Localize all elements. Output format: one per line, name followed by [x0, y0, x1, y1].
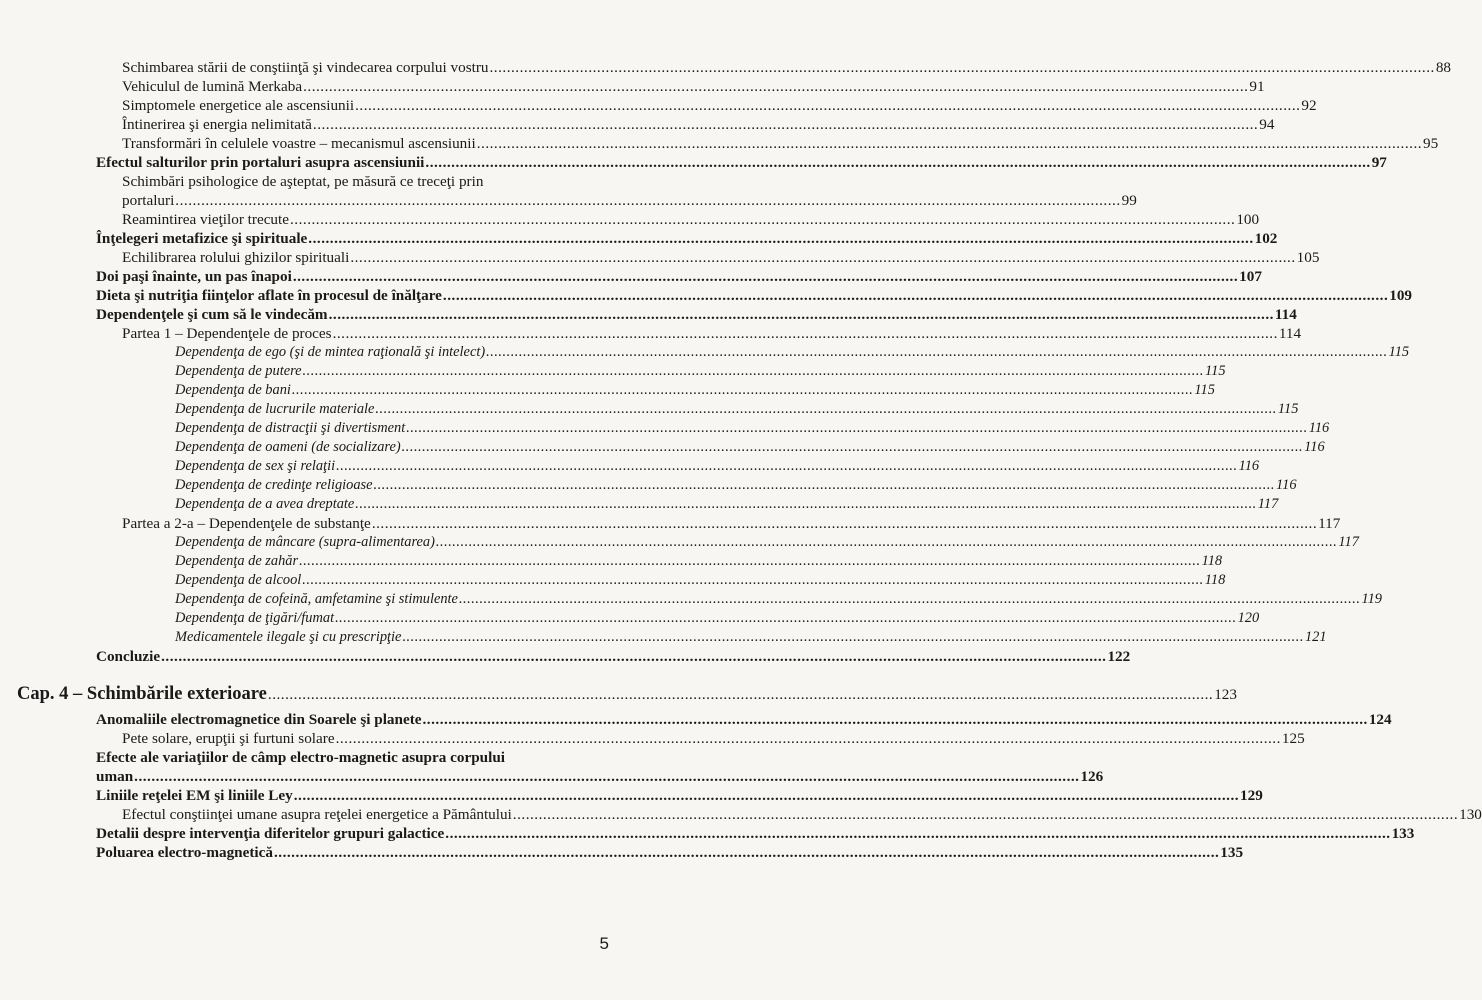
- toc-entry-leader: ............................................................................................................................................................................................................................: [328, 306, 1274, 323]
- toc-entry-page: 116: [1308, 420, 1330, 436]
- toc-entry[interactable]: [96, 710, 1392, 729]
- toc-entry-title: Dependenţele şi cum să le vindecăm: [96, 306, 328, 323]
- toc-entry-title: Dependenţa de putere: [175, 363, 302, 379]
- toc-entry-title: Pete solare, erupţii şi furtuni solare: [122, 730, 335, 747]
- toc-entry-second-line: [96, 767, 1104, 786]
- toc-entry-leader: ............................................................................................................................................................................................................................: [402, 629, 1304, 645]
- toc-entry-title: Partea 1 – Dependenţele de proces: [122, 325, 332, 342]
- toc-entry-page: 91: [1249, 78, 1265, 95]
- toc-entry[interactable]: [122, 248, 1320, 267]
- toc-entry[interactable]: [175, 495, 1279, 514]
- toc-entry-leader: ............................................................................................................................................................................................................................: [308, 230, 1254, 247]
- page-number: 5: [599, 934, 609, 953]
- toc-entry-leader: ............................................................................................................................................................................................................................: [335, 730, 1281, 747]
- toc-entry-title: Transformări în celulele voastre – mecanismul ascensiunii: [122, 135, 476, 152]
- toc-entry-leader: ............................................................................................................................................................................................................................: [302, 363, 1205, 379]
- toc-entry-leader: ............................................................................................................................................................................................................................: [335, 610, 1237, 626]
- toc-entry-leader: ............................................................................................................................................................................................................................: [161, 648, 1107, 665]
- toc-entry[interactable]: [175, 609, 1260, 628]
- toc-entry-page: 94: [1259, 116, 1275, 133]
- toc-entry[interactable]: [122, 729, 1305, 748]
- toc-entry-page: 115: [1205, 363, 1226, 379]
- toc-entry[interactable]: [175, 362, 1226, 381]
- toc-entry-leader: ............................................................................................................................................................................................................................: [486, 344, 1388, 360]
- toc-entry-leader: ............................................................................................................................................................................................................................: [290, 211, 1236, 228]
- toc-entry-leader: ............................................................................................................................................................................................................................: [445, 825, 1391, 842]
- toc-entry[interactable]: [122, 210, 1260, 229]
- toc-entry-title: Anomaliile electromagnetice din Soarele şi planete: [96, 711, 422, 728]
- toc-entry[interactable]: [175, 476, 1297, 495]
- toc-entry-title: Dependenţa de sex şi relaţii: [175, 458, 336, 474]
- toc-entry-leader: ............................................................................................................................................................................................................................: [406, 420, 1308, 436]
- toc-entry-page: 135: [1220, 844, 1244, 861]
- toc-entry-title: Dependenţa de lucrurile materiale: [175, 401, 375, 417]
- toc-entry-page: 125: [1281, 730, 1305, 747]
- toc-entry[interactable]: [96, 267, 1262, 286]
- toc-entry-page: 102: [1254, 230, 1278, 247]
- toc-entry-page: 117: [1318, 515, 1341, 532]
- toc-entry-page: 115: [1388, 344, 1410, 360]
- toc-entry-page: 118: [1201, 553, 1223, 569]
- toc-entry[interactable]: [122, 514, 1341, 533]
- toc-entry[interactable]: [96, 748, 1104, 786]
- toc-entry-page: 118: [1204, 572, 1226, 588]
- toc-entry-title: Efectul conştiinţei umane asupra reţelei energetice a Pământului: [122, 806, 512, 823]
- toc-entry[interactable]: [96, 843, 1244, 862]
- toc-entry-title: Concluzie: [96, 648, 161, 665]
- toc-entry-leader: ............................................................................................................................................................................................................................: [350, 249, 1296, 266]
- toc-entry-leader: ............................................................................................................................................................................................................................: [355, 496, 1257, 512]
- toc-entry-title: Poluarea electro-magnetică: [96, 844, 273, 861]
- toc-entry[interactable]: [122, 58, 1451, 77]
- toc-entry[interactable]: [96, 153, 1387, 172]
- toc-entry[interactable]: [96, 305, 1297, 324]
- toc-entry-page: 116: [1238, 458, 1260, 474]
- toc-entry-title: Dependenţa de cofeină, amfetamine şi stimulente: [175, 591, 458, 607]
- toc-entry-leader: ............................................................................................................................................................................................................................: [425, 154, 1371, 171]
- toc-entry-title: Întinerirea şi energia nelimitată: [122, 116, 312, 133]
- toc-entry-page: 129: [1240, 787, 1263, 804]
- toc-entry-page: 122: [1107, 648, 1131, 665]
- toc-entry[interactable]: [122, 805, 1482, 824]
- toc-entry-leader: ............................................................................................................................................................................................................................: [375, 401, 1277, 417]
- toc-entry[interactable]: [175, 419, 1330, 438]
- toc-entry[interactable]: [96, 824, 1415, 843]
- toc-entry[interactable]: [96, 786, 1263, 805]
- toc-entry-leader: ............................................................................................................................................................................................................................: [302, 572, 1204, 588]
- toc-entry-title: Partea a 2-a – Dependenţele de substanţe: [122, 515, 371, 532]
- toc-entry-page: 117: [1257, 496, 1279, 512]
- toc-entry-title: Vehiculul de lumină Merkaba: [122, 78, 303, 95]
- toc-entry-title-line1: Schimbări psihologice de aşteptat, pe măsură ce treceţi prin: [122, 173, 484, 190]
- toc-entry-title: Liniile reţelei EM şi liniile Ley: [96, 787, 293, 804]
- toc-entry-title: Dependenţa de mâncare (supra-alimentarea): [175, 534, 435, 550]
- toc-chapter[interactable]: [17, 682, 1237, 707]
- toc-entry[interactable]: [175, 571, 1226, 590]
- toc-entry-page: 121: [1304, 629, 1327, 645]
- toc-entry-title: Dependenţa de oameni (de socializare): [175, 439, 401, 455]
- toc-entry[interactable]: [175, 343, 1410, 362]
- toc-entry-leader: ............................................................................................................................................................................................................................: [373, 477, 1276, 493]
- toc-entry-leader: ............................................................................................................................................................................................................................: [312, 116, 1259, 133]
- toc-entry-page: 117: [1338, 534, 1359, 550]
- toc-entry-leader: ............................................................................................................................................................................................................................: [371, 515, 1318, 532]
- toc-entry-page: 109: [1389, 287, 1413, 304]
- toc-entry-title: Dependenţa de distracţii şi divertisment: [175, 420, 406, 436]
- toc-entry-title: Schimbarea stării de conştiinţă şi vindecarea corpului vostru: [122, 59, 489, 76]
- toc-entry-page: 97: [1371, 154, 1387, 171]
- toc-entry-title-line1: Efecte ale variaţiilor de câmp electro-magnetic asupra corpului: [96, 749, 505, 766]
- toc-entry-page: 119: [1361, 591, 1382, 607]
- toc-entry-leader: ............................................................................................................................................................................................................................: [293, 787, 1240, 804]
- toc-entry-page: 95: [1423, 135, 1439, 152]
- toc-entry-leader: ............................................................................................................................................................................................................................: [355, 97, 1301, 114]
- toc-entry-page: 133: [1391, 825, 1415, 842]
- toc-entry[interactable]: [175, 438, 1325, 457]
- toc-entry-leader: ............................................................................................................................................................................................................................: [435, 534, 1338, 550]
- toc-entry-title: Dieta şi nutriţia fiinţelor aflate în procesul de înălţare: [96, 287, 442, 304]
- toc-entry-leader: ............................................................................................................................................................................................................................: [303, 78, 1249, 95]
- toc-entry-leader: ............................................................................................................................................................................................................................: [267, 686, 1214, 703]
- toc-entry-second-line: [122, 191, 1137, 210]
- toc-entry[interactable]: [96, 229, 1278, 248]
- toc-entry[interactable]: [122, 324, 1302, 343]
- toc-entry[interactable]: [122, 96, 1317, 115]
- table-of-contents: [0, 58, 1482, 862]
- toc-entry[interactable]: [175, 533, 1359, 552]
- toc-entry-page: 99: [1121, 192, 1137, 209]
- toc-entry-title: Dependenţa de bani: [175, 382, 291, 398]
- toc-entry[interactable]: [96, 647, 1131, 666]
- toc-entry-leader: ............................................................................................................................................................................................................................: [299, 553, 1201, 569]
- toc-entry-page: 115: [1277, 401, 1299, 417]
- toc-entry-title: Detalii despre intervenţia diferitelor grupuri galactice: [96, 825, 445, 842]
- toc-entry-leader: ............................................................................................................................................................................................................................: [332, 325, 1278, 342]
- toc-entry[interactable]: [122, 115, 1275, 134]
- toc-entry-title: Înţelegeri metafizice şi spirituale: [96, 230, 308, 247]
- toc-entry-title: Dependenţa de ego (şi de mintea raţională şi intelect): [175, 344, 486, 360]
- toc-entry[interactable]: [175, 590, 1382, 609]
- toc-entry-page: 130: [1459, 806, 1482, 823]
- toc-entry-page: 123: [1214, 686, 1237, 703]
- toc-entry-leader: ............................................................................................................................................................................................................................: [458, 591, 1361, 607]
- toc-entry-title: Doi paşi înainte, un pas înapoi: [96, 268, 292, 285]
- toc-entry-page: 124: [1368, 711, 1392, 728]
- toc-entry[interactable]: [175, 381, 1215, 400]
- toc-entry-page: 92: [1301, 97, 1317, 114]
- toc-entry-page: 88: [1435, 59, 1451, 76]
- toc-entry-page: 115: [1194, 382, 1215, 398]
- toc-entry-title: Reamintirea vieţilor trecute: [122, 211, 289, 228]
- toc-entry-title: Simptomele energetice ale ascensiunii: [122, 97, 355, 114]
- toc-entry-page: 114: [1274, 306, 1297, 323]
- toc-entry[interactable]: [175, 400, 1299, 419]
- toc-entry-page: 100: [1236, 211, 1260, 228]
- toc-entry-leader: ............................................................................................................................................................................................................................: [273, 844, 1220, 861]
- toc-entry-page: 126: [1080, 768, 1104, 785]
- toc-entry-leader: ............................................................................................................................................................................................................................: [292, 268, 1239, 285]
- toc-entry-title: Dependenţa de zahăr: [175, 553, 299, 569]
- toc-entry-title: Cap. 4 – Schimbările exterioare: [17, 684, 267, 704]
- toc-entry-leader: ............................................................................................................................................................................................................................: [175, 192, 1121, 209]
- toc-entry-title: Efectul salturilor prin portaluri asupra ascensiunii: [96, 154, 425, 171]
- toc-entry-title: Dependenţa de a avea dreptate: [175, 496, 355, 512]
- toc-entry-page: 105: [1296, 249, 1320, 266]
- toc-entry-title-line2: portaluri: [122, 192, 175, 209]
- toc-entry-leader: ............................................................................................................................................................................................................................: [476, 135, 1423, 152]
- toc-entry-leader: ............................................................................................................................................................................................................................: [442, 287, 1389, 304]
- toc-entry-leader: ............................................................................................................................................................................................................................: [422, 711, 1368, 728]
- toc-entry-page: 116: [1304, 439, 1325, 455]
- toc-entry-leader: ............................................................................................................................................................................................................................: [336, 458, 1238, 474]
- toc-entry[interactable]: [175, 457, 1260, 476]
- toc-entry-leader: ............................................................................................................................................................................................................................: [134, 768, 1080, 785]
- toc-entry-title: Dependenţa de alcool: [175, 572, 302, 588]
- toc-entry-leader: ............................................................................................................................................................................................................................: [512, 806, 1459, 823]
- toc-entry-title: Dependenţa de credinţe religioase: [175, 477, 373, 493]
- toc-entry[interactable]: [122, 172, 1137, 210]
- toc-entry-page: 120: [1237, 610, 1260, 626]
- toc-entry[interactable]: [122, 77, 1265, 96]
- toc-entry-page: 116: [1276, 477, 1297, 493]
- toc-entry-title: Dependenţa de ţigări/fumat: [175, 610, 335, 626]
- toc-entry-title: Echilibrarea rolului ghizilor spirituali: [122, 249, 350, 266]
- toc-entry-leader: ............................................................................................................................................................................................................................: [489, 59, 1435, 76]
- toc-entry-title-line2: uman: [96, 768, 134, 785]
- toc-entry[interactable]: [175, 628, 1327, 647]
- toc-entry-leader: ............................................................................................................................................................................................................................: [401, 439, 1304, 455]
- toc-entry-page: 107: [1239, 268, 1262, 285]
- toc-entry[interactable]: [122, 134, 1439, 153]
- toc-entry-page: 114: [1278, 325, 1302, 342]
- toc-entry-leader: ............................................................................................................................................................................................................................: [291, 382, 1194, 398]
- toc-entry-title: Medicamentele ilegale şi cu prescripţie: [175, 629, 402, 645]
- toc-entry[interactable]: [96, 286, 1413, 305]
- toc-entry[interactable]: [175, 552, 1223, 571]
